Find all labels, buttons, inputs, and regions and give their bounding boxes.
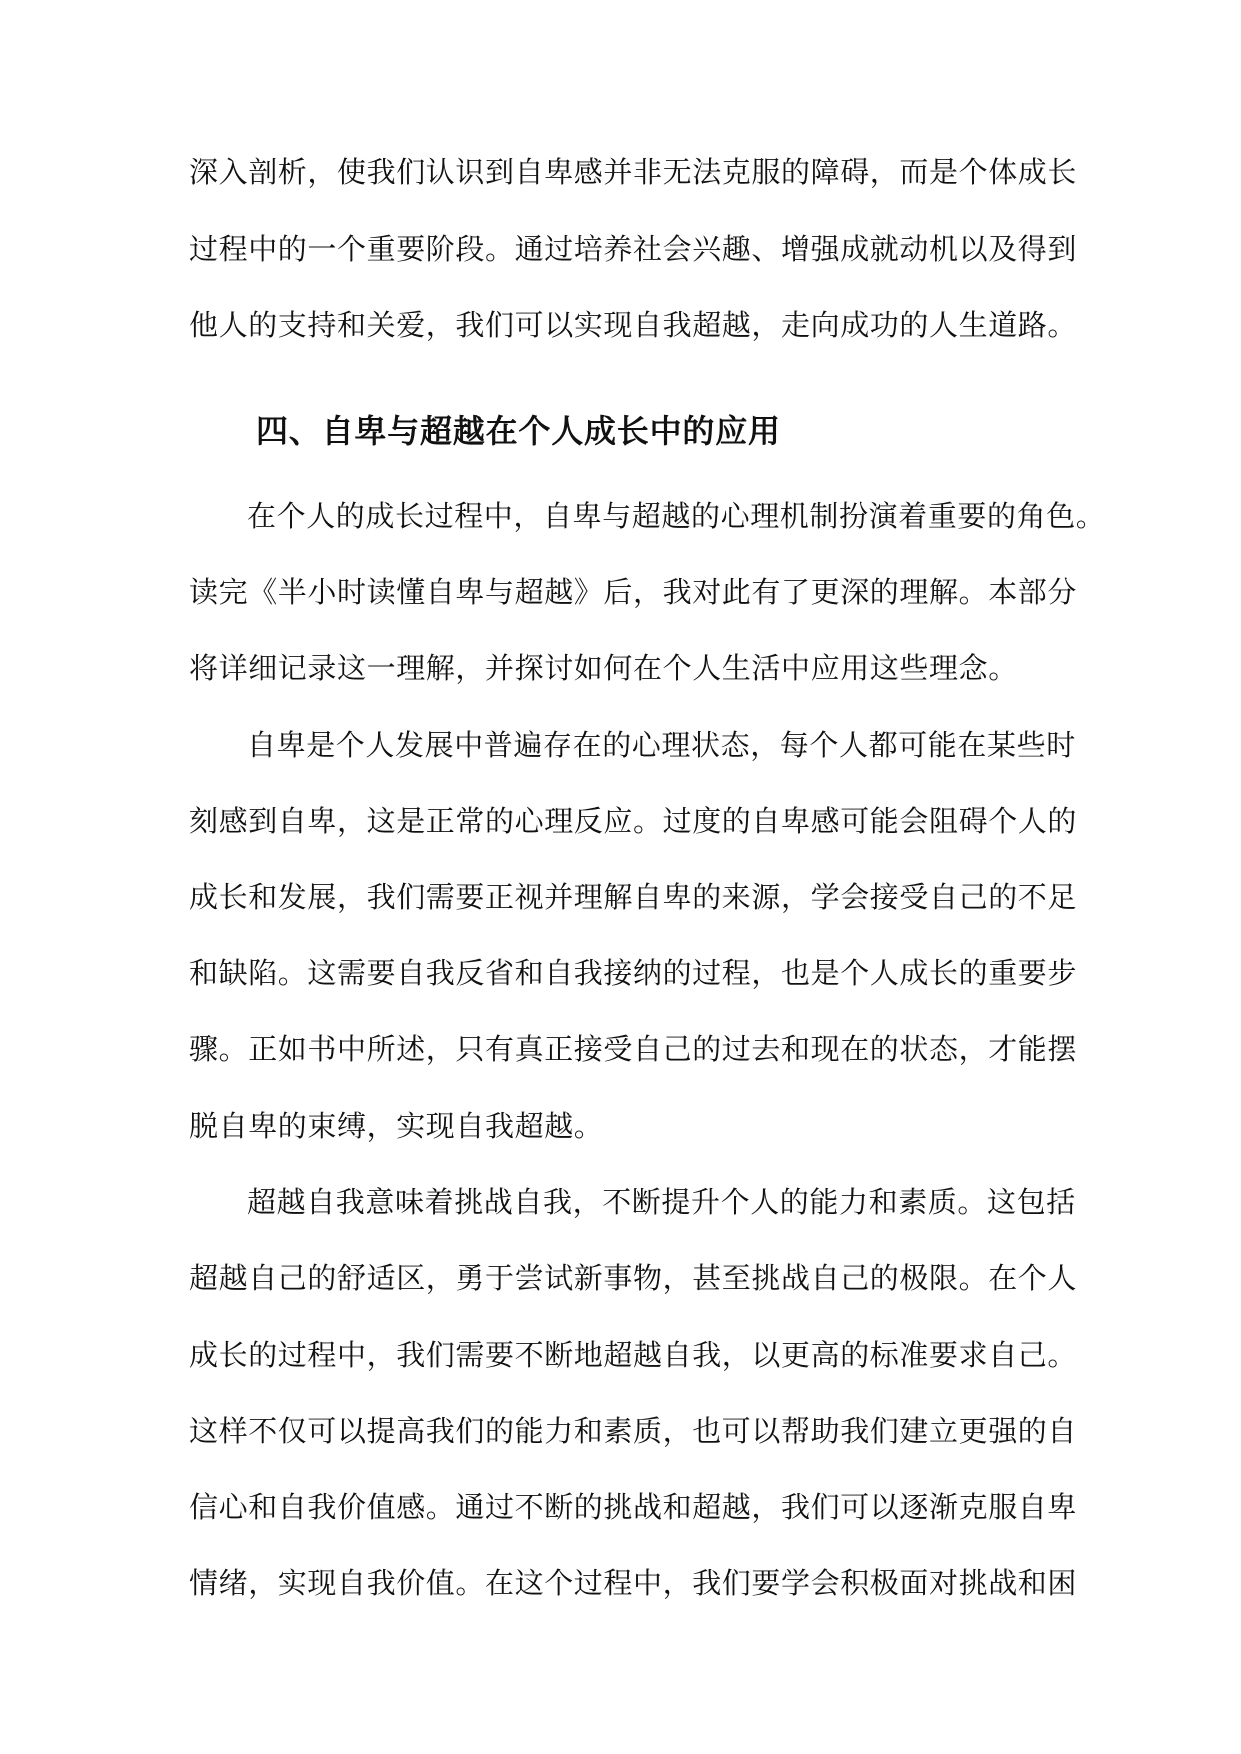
text-line: 刻感到自卑，这是正常的心理反应。过度的自卑感可能会阻碍个人的 [189, 804, 1078, 838]
text-line: 自卑是个人发展中普遍存在的心理状态，每个人都可能在某些时 [247, 728, 1076, 762]
text-line: 超越自我意味着挑战自我，不断提升个人的能力和素质。这包括 [247, 1185, 1076, 1219]
text-line: 在个人的成长过程中，自卑与超越的心理机制扮演着重要的角色。 [247, 499, 1106, 533]
text-line: 骤。正如书中所述，只有真正接受自己的过去和现在的状态，才能摆 [189, 1032, 1078, 1066]
text-line: 过程中的一个重要阶段。通过培养社会兴趣、增强成就动机以及得到 [189, 232, 1078, 266]
text-line: 成长的过程中，我们需要不断地超越自我，以更高的标准要求自己。 [189, 1338, 1078, 1372]
text-line: 他人的支持和关爱，我们可以实现自我超越，走向成功的人生道路。 [189, 308, 1078, 342]
text-line: 这样不仅可以提高我们的能力和素质，也可以帮助我们建立更强的自 [189, 1414, 1078, 1448]
text-line: 脱自卑的束缚，实现自我超越。 [189, 1109, 604, 1143]
text-line: 将详细记录这一理解，并探讨如何在个人生活中应用这些理念。 [189, 651, 1018, 685]
text-line: 信心和自我价值感。通过不断的挑战和超越，我们可以逐渐克服自卑 [189, 1490, 1078, 1524]
text-line: 和缺陷。这需要自我反省和自我接纳的过程，也是个人成长的重要步 [189, 956, 1078, 990]
text-line: 成长和发展，我们需要正视并理解自卑的来源，学会接受自己的不足 [189, 880, 1078, 914]
section-heading: 四、自卑与超越在个人成长中的应用 [256, 412, 781, 450]
text-line: 情绪，实现自我价值。在这个过程中，我们要学会积极面对挑战和困 [189, 1566, 1078, 1600]
text-line: 超越自己的舒适区，勇于尝试新事物，甚至挑战自己的极限。在个人 [189, 1261, 1078, 1295]
text-line: 读完《半小时读懂自卑与超越》后，我对此有了更深的理解。本部分 [189, 575, 1078, 609]
text-line: 深入剖析，使我们认识到自卑感并非无法克服的障碍，而是个体成长 [189, 155, 1078, 189]
